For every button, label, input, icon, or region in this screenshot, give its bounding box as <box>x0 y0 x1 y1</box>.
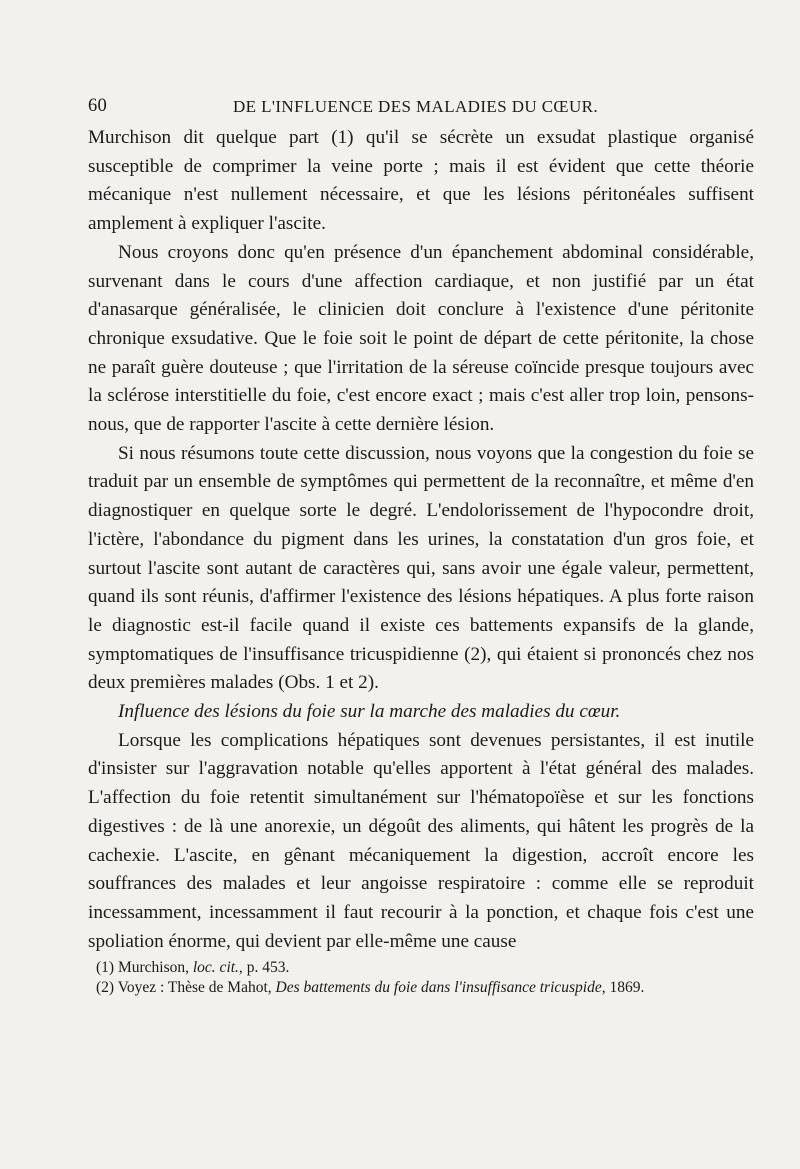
footnote-reference: loc. cit., <box>192 959 243 977</box>
page-number: 60 <box>88 96 108 116</box>
footnote-year: 1869. <box>609 979 645 997</box>
running-title: DE L'INFLUENCE DES MALADIES DU CŒUR. <box>233 97 599 116</box>
body-text <box>88 124 754 956</box>
paragraph: Murchison dit quelque part (1) qu'il se sécrète un exsudat plastique organisé susceptible de comprimer la veine porte ; mais il est évident que cette théorie mécanique n'est nullement nécessaire, et que les lésions péritonéales suffisent amplement à expliquer l'ascite. <box>88 127 754 235</box>
running-header <box>88 92 754 122</box>
footnotes <box>88 958 754 998</box>
book-page <box>88 92 754 998</box>
footnote-page: p. 453. <box>246 959 290 977</box>
footnote-marker: (2) <box>96 979 115 997</box>
footnote-title: Des battements du foie dans l'insuffisance tricuspide, <box>275 979 606 997</box>
paragraph: Nous croyons donc qu'en présence d'un épanchement abdominal considérable, survenant dans le cours d'une affection cardiaque, et non justifié par un état d'anasarque généralisée, le clinicien doit conclure à l'existence d'une péritonite chronique exsudative. Que le foie soit le point de départ de cette péritonite, la chose ne paraît guère douteuse ; que l'irritation de la séreuse coïncide presque toujours avec la sclérose interstitielle du foie, c'est encore exact ; mais c'est aller trop loin, pensons-nous, que de rapporter l'ascite à cette dernière lésion. <box>88 241 754 436</box>
footnote-text: Voyez : Thèse de Mahot, <box>117 979 272 997</box>
footnote <box>88 978 754 998</box>
footnote-marker: (1) <box>96 959 115 977</box>
section-heading: Influence des lésions du foie sur la marche des maladies du cœur. <box>118 701 621 723</box>
paragraph: Si nous résumons toute cette discussion, nous voyons que la congestion du foie se traduit par un ensemble de symptômes qui permettent de la reconnaître, et même d'en diagnostiquer en quelque sorte le degré. L'endolorissement de l'hypocondre droit, l'ictère, l'abondance du pigment dans les urines, la constatation d'un gros foie, et surtout l'ascite sont autant de caractères qui, sans avoir une égale valeur, permettent, quand ils sont réunis, d'affirmer l'existence des lésions hépatiques. A plus forte raison le diagnostic est-il facile quand il existe ces battements expansifs de la glande, symptomatiques de l'insuffisance tricuspidienne (2), qui étaient si prononcés chez nos deux premières malades (Obs. 1 et 2). <box>88 442 754 694</box>
footnote-author: Murchison, <box>117 959 189 977</box>
footnote <box>88 958 754 978</box>
paragraph: Lorsque les complications hépatiques sont devenues persistantes, il est inutile d'insister sur l'aggravation notable qu'elles apportent à l'état général des malades. L'affection du foie retentit simultanément sur l'hématopoïèse et sur les fonctions digestives : de là une anorexie, un dégoût des aliments, qui hâtent les progrès de la cachexie. L'ascite, en gênant mécaniquement la digestion, accroît encore les souffrances des malades et leur angoisse respiratoire : comme elle se reproduit incessamment, incessamment il faut recourir à la ponction, et chaque fois c'est une spoliation énorme, qui devient par elle-même une cause <box>88 729 754 952</box>
